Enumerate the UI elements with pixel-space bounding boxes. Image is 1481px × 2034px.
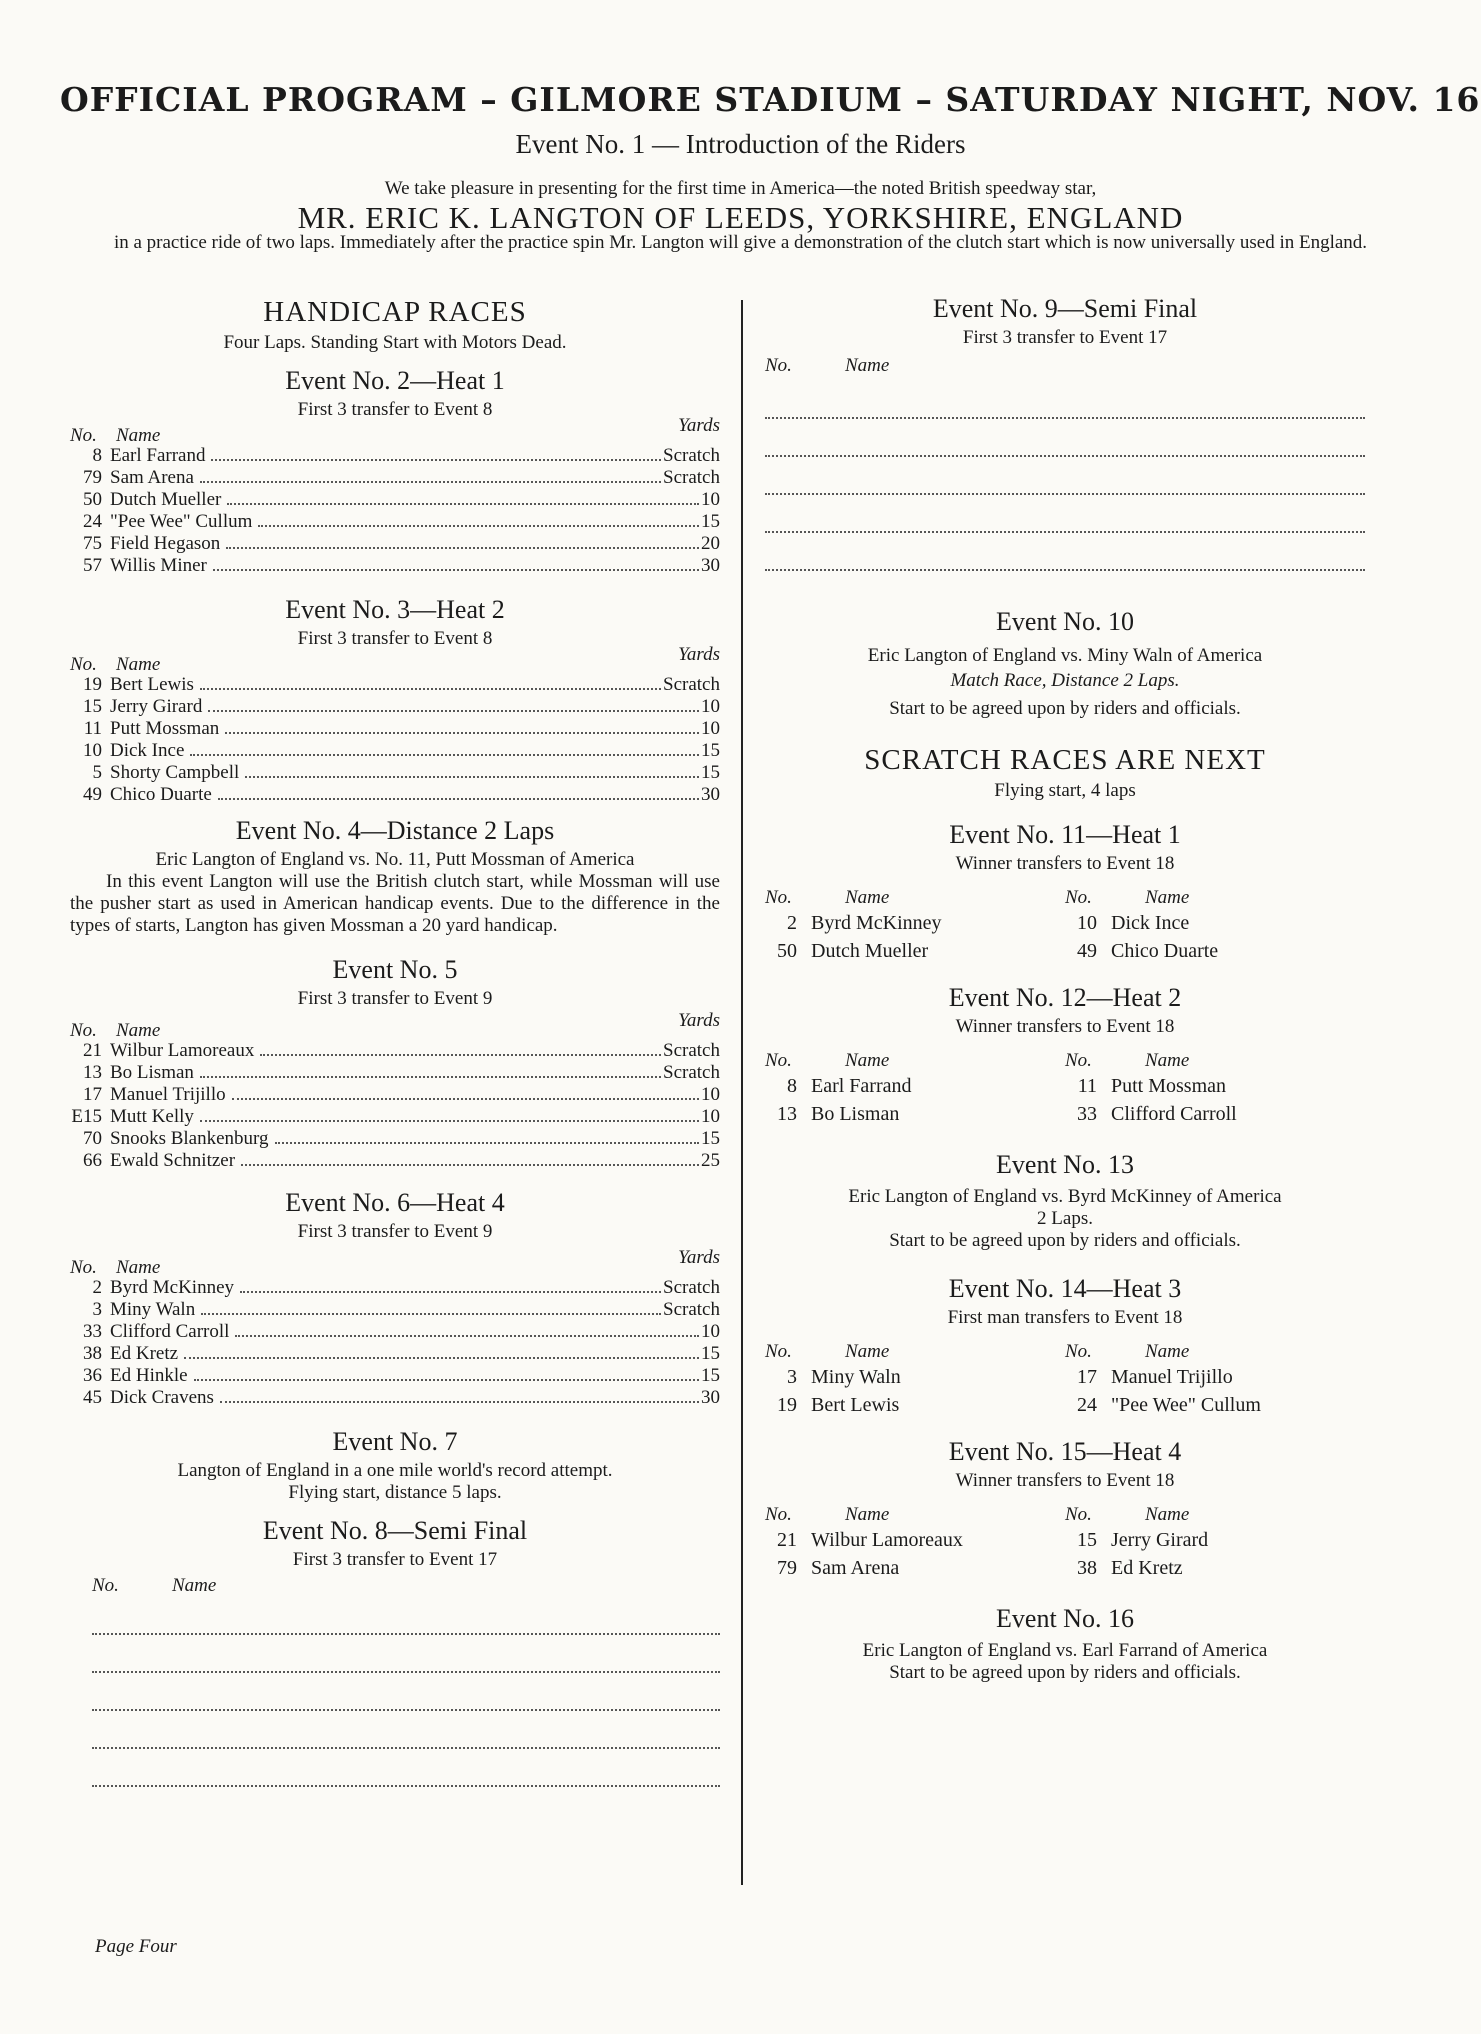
- leader-dots: [227, 503, 699, 505]
- handicap-yards: 15: [701, 1128, 720, 1149]
- table-row: [70, 467, 720, 489]
- name-label: Name: [845, 1504, 890, 1525]
- rider-name: Jerry Girard: [1111, 1529, 1209, 1551]
- handicap-yards: Scratch: [663, 445, 720, 466]
- handicap-yards: Scratch: [663, 1277, 720, 1298]
- leader-dots: [240, 1291, 661, 1293]
- name-label: Name: [1145, 1504, 1190, 1525]
- event-6-title: Event No. 6—Heat 4: [285, 1188, 505, 1217]
- event-16-matchup: Eric Langton of England vs. Earl Farrand of America: [862, 1640, 1268, 1661]
- leader-dots: [232, 1098, 699, 1100]
- table-row: [70, 555, 720, 577]
- handicap-yards: 30: [701, 784, 720, 805]
- rider-number: 57: [83, 555, 102, 576]
- event-2-subtitle: First 3 transfer to Event 8: [297, 399, 493, 420]
- table-row: [70, 1277, 720, 1299]
- rider-name: Miny Waln: [110, 1299, 196, 1320]
- rider-name: Putt Mossman: [1111, 1075, 1227, 1097]
- leader-dots: [190, 754, 699, 756]
- handicap-races-title: HANDICAP RACES: [263, 296, 527, 328]
- column-divider: [741, 300, 743, 1885]
- event-15-table-header: [765, 1504, 1365, 1526]
- rider-number: 13: [777, 1103, 797, 1125]
- event-16-start-note: Start to be agreed upon by riders and officials.: [889, 1662, 1241, 1683]
- table-row: [70, 762, 720, 784]
- leader-dots: [211, 459, 661, 461]
- event-7-line-2: Flying start, distance 5 laps.: [288, 1482, 502, 1503]
- event-2-table-header: [70, 415, 720, 446]
- handicap-yards: 15: [701, 1365, 720, 1386]
- rider-number: 2: [787, 912, 797, 934]
- table-row: [70, 1365, 720, 1387]
- rider-number: 33: [83, 1321, 102, 1342]
- event-13-start-note: Start to be agreed upon by riders and officials.: [889, 1230, 1241, 1251]
- leader-dots: [275, 1142, 699, 1144]
- rider-name: "Pee Wee" Cullum: [110, 511, 253, 532]
- program-title: OFFICIAL PROGRAM – GILMORE STADIUM – SATURDAY NIGHT, NOV. 16: [60, 80, 1481, 119]
- leader-dots: [241, 1164, 699, 1166]
- table-row: [765, 937, 1365, 965]
- no-label: No.: [1065, 1050, 1092, 1071]
- handicap-column: [70, 296, 720, 1787]
- name-label: Name: [116, 1020, 161, 1041]
- table-row: [765, 1100, 1365, 1128]
- event-14-title: Event No. 14—Heat 3: [948, 1274, 1182, 1303]
- rider-name: Dutch Mueller: [811, 940, 929, 962]
- table-row: [70, 1062, 720, 1084]
- table-row: [765, 1554, 1365, 1582]
- rider-number: 21: [83, 1040, 102, 1061]
- featured-rider: MR. ERIC K. LANGTON OF LEEDS, YORKSHIRE, ENGLAND: [297, 200, 1184, 235]
- rider-name: Byrd McKinney: [110, 1277, 235, 1298]
- rider-number: 50: [83, 489, 102, 510]
- event-13-title: Event No. 13: [996, 1150, 1134, 1179]
- event-12-title: Event No. 12—Heat 2: [948, 983, 1182, 1012]
- leader-dots: [200, 1120, 699, 1122]
- leader-dots: [226, 547, 699, 549]
- leader-dots: [220, 1401, 699, 1403]
- rider-name: Wilbur Lamoreaux: [110, 1040, 255, 1061]
- handicap-yards: 10: [701, 718, 720, 739]
- rider-name: Ed Kretz: [1111, 1557, 1183, 1579]
- blank-entry-line: [92, 1711, 720, 1749]
- table-row: [70, 1084, 720, 1106]
- event-5-entries: [70, 1040, 720, 1172]
- name-label: Name: [116, 425, 161, 446]
- no-label: No.: [765, 887, 792, 908]
- event-9-subtitle: First 3 transfer to Event 17: [962, 327, 1168, 348]
- event-10-title: Event No. 10: [996, 607, 1134, 636]
- blank-entry-line: [765, 533, 1365, 571]
- intro-text: We take pleasure in presenting for the first time in America—the noted British speedway star,: [384, 178, 1097, 199]
- name-label: Name: [845, 1050, 890, 1071]
- handicap-yards: 10: [701, 1321, 720, 1342]
- rider-number: 3: [92, 1299, 102, 1320]
- handicap-yards: Scratch: [663, 674, 720, 695]
- name-label: Name: [845, 887, 890, 908]
- page-number: Page Four: [95, 1936, 177, 1957]
- rider-number: 17: [1077, 1366, 1097, 1388]
- rider-name: Field Hegason: [110, 533, 221, 554]
- event-13-matchup: Eric Langton of England vs. Byrd McKinney of America: [848, 1186, 1282, 1207]
- handicap-yards: 15: [701, 762, 720, 783]
- scratch-races-title: SCRATCH RACES ARE NEXT: [864, 744, 1266, 776]
- rider-number: 8: [92, 445, 102, 466]
- rider-name: Manuel Trijillo: [110, 1084, 226, 1105]
- table-row: [70, 511, 720, 533]
- rider-number: 49: [1077, 940, 1097, 962]
- table-row: [70, 1343, 720, 1365]
- handicap-yards: Scratch: [663, 1299, 720, 1320]
- blank-entry-line: [765, 495, 1365, 533]
- leader-dots: [208, 710, 699, 712]
- event-10-matchup: Eric Langton of England vs. Miny Waln of America: [867, 645, 1263, 666]
- rider-name: Clifford Carroll: [1111, 1103, 1237, 1125]
- event-2-entries: [70, 445, 720, 577]
- leader-dots: [200, 688, 661, 690]
- leader-dots: [245, 776, 699, 778]
- handicap-yards: 15: [701, 511, 720, 532]
- blank-entry-line: [765, 457, 1365, 495]
- name-label: Name: [1145, 887, 1190, 908]
- table-row: [70, 1106, 720, 1128]
- rider-number: 15: [83, 696, 102, 717]
- rider-name: Bert Lewis: [110, 674, 194, 695]
- name-label: Name: [116, 654, 161, 675]
- table-row: [765, 1526, 1365, 1554]
- event-14-subtitle: First man transfers to Event 18: [947, 1307, 1183, 1328]
- rider-number: 13: [83, 1062, 102, 1083]
- handicap-yards: 10: [701, 1106, 720, 1127]
- no-label: No.: [92, 1575, 119, 1596]
- event-7-line-1: Langton of England in a one mile world's record attempt.: [177, 1460, 613, 1481]
- leader-dots: [184, 1357, 699, 1359]
- leader-dots: [200, 481, 661, 483]
- handicap-yards: 15: [701, 740, 720, 761]
- handicap-yards: 15: [701, 1343, 720, 1364]
- rider-name: Snooks Blankenburg: [110, 1128, 269, 1149]
- rider-name: "Pee Wee" Cullum: [1111, 1394, 1261, 1416]
- rider-number: 5: [92, 762, 102, 783]
- rider-name: Wilbur Lamoreaux: [811, 1529, 963, 1551]
- event-10-start-note: Start to be agreed upon by riders and officials.: [889, 698, 1241, 719]
- event-8-table-header: [70, 1575, 720, 1597]
- event-15-title: Event No. 15—Heat 4: [948, 1437, 1182, 1466]
- blank-entry-line: [92, 1673, 720, 1711]
- yards-label: Yards: [678, 1010, 720, 1031]
- event-5-table-header: [70, 1010, 720, 1041]
- event-14-table-header: [765, 1341, 1365, 1363]
- leader-dots: [258, 525, 699, 527]
- event-13-laps: 2 Laps.: [1037, 1208, 1093, 1229]
- leader-dots: [260, 1054, 661, 1056]
- name-label: Name: [845, 355, 890, 376]
- event-11-subtitle: Winner transfers to Event 18: [955, 853, 1175, 874]
- no-label: No.: [765, 355, 792, 376]
- table-row: [70, 674, 720, 696]
- rider-number: 38: [83, 1343, 102, 1364]
- rider-name: Earl Farrand: [110, 445, 206, 466]
- no-label: No.: [765, 1341, 792, 1362]
- event-5-title: Event No. 5: [332, 955, 458, 984]
- rider-name: Mutt Kelly: [110, 1106, 194, 1127]
- table-row: [70, 533, 720, 555]
- event-2-title: Event No. 2—Heat 1: [285, 366, 505, 395]
- yards-label: Yards: [678, 415, 720, 436]
- no-label: No.: [765, 1504, 792, 1525]
- rider-name: Manuel Trijillo: [1111, 1366, 1233, 1388]
- event-4-title: Event No. 4—Distance 2 Laps: [235, 816, 555, 845]
- leader-dots: [213, 569, 699, 571]
- event-7-title: Event No. 7: [332, 1427, 458, 1456]
- event-6-table-header: [70, 1247, 720, 1278]
- rider-number: 66: [83, 1150, 102, 1171]
- blank-entry-line: [92, 1749, 720, 1787]
- rider-name: Clifford Carroll: [110, 1321, 230, 1342]
- rider-name: Bert Lewis: [811, 1394, 900, 1416]
- rider-number: 19: [83, 674, 102, 695]
- blank-entry-line: [765, 381, 1365, 419]
- yards-label: Yards: [678, 644, 720, 665]
- name-label: Name: [1145, 1341, 1190, 1362]
- table-row: [70, 696, 720, 718]
- table-row: [70, 740, 720, 762]
- handicap-yards: 10: [701, 1084, 720, 1105]
- rider-number: E15: [71, 1106, 102, 1127]
- blank-entry-line: [92, 1635, 720, 1673]
- table-row: [70, 718, 720, 740]
- rider-number: 11: [1077, 1075, 1097, 1097]
- table-row: [70, 445, 720, 467]
- practice-text: in a practice ride of two laps. Immediately after the practice spin Mr. Langton will give a demonstration of the clutch start which is now universally used in England.: [113, 232, 1368, 253]
- rider-name: Sam Arena: [811, 1557, 900, 1579]
- table-row: [70, 1299, 720, 1321]
- handicap-yards: Scratch: [663, 1040, 720, 1061]
- table-row: [70, 1040, 720, 1062]
- table-row: [765, 1072, 1365, 1100]
- no-label: No.: [1065, 1341, 1092, 1362]
- rider-number: 70: [83, 1128, 102, 1149]
- event-3-table-header: [70, 644, 720, 675]
- handicap-yards: Scratch: [663, 1062, 720, 1083]
- leader-dots: [201, 1313, 661, 1315]
- rider-name: Byrd McKinney: [811, 912, 942, 934]
- event-1-title: Event No. 1 — Introduction of the Riders: [515, 129, 966, 159]
- rider-number: 49: [83, 784, 102, 805]
- no-label: No.: [70, 1020, 97, 1041]
- event-3-entries: [70, 674, 720, 806]
- event-9-blank-entries: [765, 381, 1365, 571]
- rider-name: Shorty Campbell: [110, 762, 240, 783]
- table-row: [70, 1321, 720, 1343]
- table-row: [70, 784, 720, 806]
- event-9-table-header: [765, 355, 1365, 377]
- no-label: No.: [70, 654, 97, 675]
- rider-number: 17: [83, 1084, 102, 1105]
- handicap-races-subtitle: Four Laps. Standing Start with Motors Dead.: [223, 332, 567, 353]
- event-8-title: Event No. 8—Semi Final: [262, 1516, 528, 1545]
- rider-number: 3: [787, 1366, 797, 1388]
- rider-number: 21: [777, 1529, 797, 1551]
- leader-dots: [218, 798, 699, 800]
- rider-number: 15: [1077, 1529, 1097, 1551]
- rider-number: 75: [83, 533, 102, 554]
- rider-name: Jerry Girard: [110, 696, 203, 717]
- handicap-yards: 30: [701, 1387, 720, 1408]
- handicap-yards: 10: [701, 696, 720, 717]
- table-row: [70, 1128, 720, 1150]
- rider-number: 11: [83, 718, 102, 739]
- name-label: Name: [845, 1341, 890, 1362]
- rider-name: Bo Lisman: [811, 1103, 900, 1125]
- event-12-subtitle: Winner transfers to Event 18: [955, 1016, 1175, 1037]
- event-16-title: Event No. 16: [996, 1604, 1134, 1633]
- leader-dots: [194, 1379, 699, 1381]
- event-6-entries: [70, 1277, 720, 1409]
- rider-number: 24: [83, 511, 102, 532]
- rider-number: 19: [777, 1394, 797, 1416]
- rider-number: 36: [83, 1365, 102, 1386]
- event-3-subtitle: First 3 transfer to Event 8: [297, 628, 493, 649]
- rider-name: Ed Kretz: [110, 1343, 179, 1364]
- rider-name: Willis Miner: [110, 555, 207, 576]
- table-row: [70, 1387, 720, 1409]
- rider-name: Putt Mossman: [110, 718, 220, 739]
- handicap-yards: 10: [701, 489, 720, 510]
- rider-name: Earl Farrand: [811, 1075, 912, 1097]
- rider-number: 50: [777, 940, 797, 962]
- event-9-title: Event No. 9—Semi Final: [932, 294, 1198, 323]
- event-8-subtitle: First 3 transfer to Event 17: [292, 1549, 498, 1570]
- table-row: [70, 1150, 720, 1172]
- rider-number: 10: [83, 740, 102, 761]
- yards-label: Yards: [678, 1247, 720, 1268]
- table-row: [70, 489, 720, 511]
- name-label: Name: [1145, 1050, 1190, 1071]
- event-10-match-race: Match Race, Distance 2 Laps.: [950, 670, 1180, 691]
- handicap-yards: 30: [701, 555, 720, 576]
- handicap-yards: 25: [701, 1150, 720, 1171]
- event-12-table-header: [765, 1050, 1365, 1072]
- rider-number: 79: [83, 467, 102, 488]
- leader-dots: [200, 1076, 661, 1078]
- rider-number: 38: [1077, 1557, 1097, 1579]
- rider-name: Chico Duarte: [1111, 940, 1219, 962]
- rider-number: 79: [777, 1557, 797, 1579]
- rider-number: 2: [92, 1277, 102, 1298]
- name-label: Name: [116, 1257, 161, 1278]
- rider-name: Dick Cravens: [110, 1387, 214, 1408]
- rider-number: 8: [787, 1075, 797, 1097]
- event-6-subtitle: First 3 transfer to Event 9: [297, 1221, 493, 1242]
- leader-dots: [235, 1335, 699, 1337]
- event-4-description: In this event Langton will use the British clutch start, while Mossman will use the pusher start as used in American handicap events. Due to the difference in the types of starts, Langton has given Mossman a 20 yard handicap.: [70, 871, 720, 936]
- table-row: [765, 1391, 1365, 1419]
- blank-entry-line: [765, 419, 1365, 457]
- handicap-yards: Scratch: [663, 467, 720, 488]
- event-8-blank-entries: [92, 1597, 720, 1787]
- rider-name: Miny Waln: [811, 1366, 901, 1388]
- scratch-races-subtitle: Flying start, 4 laps: [994, 780, 1136, 801]
- name-label: Name: [172, 1575, 217, 1596]
- blank-entry-line: [92, 1597, 720, 1635]
- event-15-subtitle: Winner transfers to Event 18: [955, 1470, 1175, 1491]
- rider-number: 33: [1077, 1103, 1097, 1125]
- rider-name: Chico Duarte: [110, 784, 212, 805]
- rider-name: Sam Arena: [110, 467, 194, 488]
- table-row: [765, 909, 1365, 937]
- rider-name: Bo Lisman: [110, 1062, 194, 1083]
- no-label: No.: [1065, 1504, 1092, 1525]
- leader-dots: [225, 732, 699, 734]
- no-label: No.: [1065, 887, 1092, 908]
- table-row: [765, 1363, 1365, 1391]
- rider-number: 24: [1077, 1394, 1097, 1416]
- right-column: [765, 294, 1365, 1684]
- rider-name: Dick Ince: [1111, 912, 1190, 934]
- rider-name: Dutch Mueller: [110, 489, 222, 510]
- rider-number: 10: [1077, 912, 1097, 934]
- no-label: No.: [70, 425, 97, 446]
- rider-number: 45: [83, 1387, 102, 1408]
- event-11-title: Event No. 11—Heat 1: [949, 820, 1181, 849]
- event-4-matchup: Eric Langton of England vs. No. 11, Putt Mossman of America: [155, 849, 635, 870]
- no-label: No.: [765, 1050, 792, 1071]
- event-11-table-header: [765, 887, 1365, 909]
- rider-name: Ewald Schnitzer: [110, 1150, 236, 1171]
- handicap-yards: 20: [701, 533, 720, 554]
- event-3-title: Event No. 3—Heat 2: [285, 595, 505, 624]
- rider-name: Dick Ince: [110, 740, 185, 761]
- no-label: No.: [70, 1257, 97, 1278]
- rider-name: Ed Hinkle: [110, 1365, 188, 1386]
- event-5-subtitle: First 3 transfer to Event 9: [297, 988, 493, 1009]
